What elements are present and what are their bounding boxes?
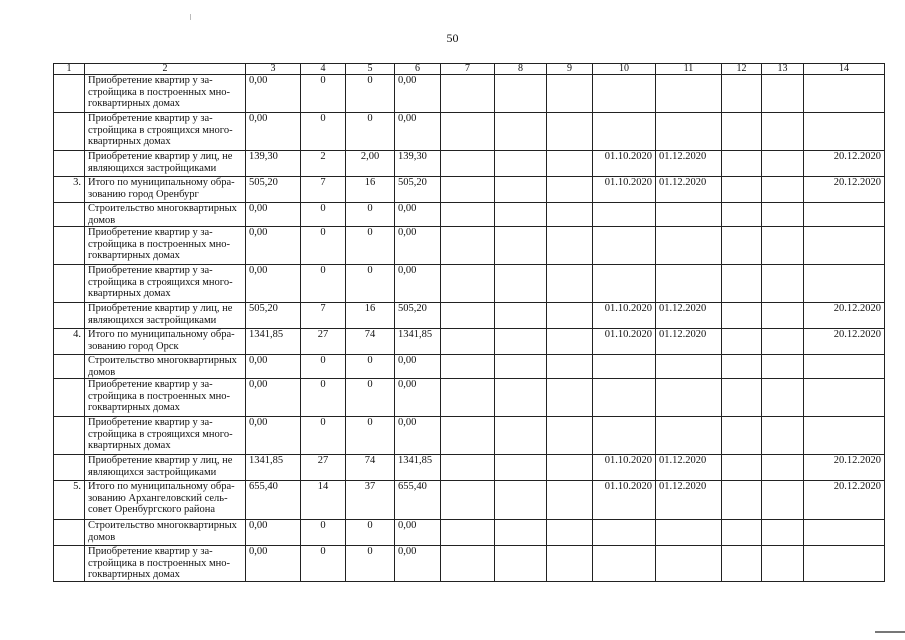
table-cell [593,417,656,455]
table-cell [441,546,495,582]
table-cell [547,329,593,355]
table-cell [593,265,656,303]
table-cell: 0,00 [246,379,301,417]
table-cell: 27 [301,329,346,355]
row-label-cell: Строительство многоквартирных домов [85,203,246,227]
table-cell [495,203,547,227]
table-cell: 655,40 [246,481,301,520]
table-cell: 0 [301,379,346,417]
table-cell [54,546,85,582]
table-cell [762,75,804,113]
table-cell: 37 [346,481,395,520]
table-cell [804,379,885,417]
table-cell [762,520,804,546]
table-cell: 01.10.2020 [593,455,656,481]
table-cell: 20.12.2020 [804,177,885,203]
table-cell [762,355,804,379]
table-cell [722,417,762,455]
table-cell [656,75,722,113]
table-cell [762,455,804,481]
table-cell: 16 [346,303,395,329]
table-cell [722,520,762,546]
table-cell [722,203,762,227]
table-cell: 0,00 [246,546,301,582]
column-header: 10 [593,64,656,75]
table-cell [441,329,495,355]
table-cell [762,227,804,265]
table-cell: 27 [301,455,346,481]
table-cell: 01.10.2020 [593,303,656,329]
table-cell: 505,20 [395,303,441,329]
table-cell: 20.12.2020 [804,455,885,481]
table-cell [495,75,547,113]
table-cell [547,303,593,329]
table-row [54,177,885,203]
row-label-cell: Приобретение квартир у за- стройщика в строящихся много- квартирных домах [85,265,246,303]
table-cell: 0 [346,203,395,227]
table-cell: 0 [301,417,346,455]
table-cell: 0,00 [246,227,301,265]
table-cell: 74 [346,329,395,355]
row-label-cell: Приобретение квартир у за- стройщика в построенных мно- гоквартирных домах [85,227,246,265]
table-cell [54,417,85,455]
table-cell [722,265,762,303]
column-header: 3 [246,64,301,75]
table-cell: 0,00 [246,75,301,113]
table-cell [656,203,722,227]
table-cell: 01.12.2020 [656,329,722,355]
column-header: 12 [722,64,762,75]
row-label-cell: Приобретение квартир у лиц, не являющихся застройщиками [85,303,246,329]
column-header: 11 [656,64,722,75]
table-cell: 0 [346,355,395,379]
table-cell: 0,00 [246,203,301,227]
table-cell: 0 [346,546,395,582]
row-label-cell: Итого по муниципальному обра- зованию город Оренбург [85,177,246,203]
table-row [54,203,885,227]
table-cell: 01.12.2020 [656,151,722,177]
table-cell: 01.10.2020 [593,177,656,203]
table-cell [441,265,495,303]
table-cell: 139,30 [395,151,441,177]
table-cell [593,203,656,227]
table-cell [593,75,656,113]
column-header: 14 [804,64,885,75]
table-cell [593,355,656,379]
row-label-cell: Приобретение квартир у за- стройщика в строящихся много- квартирных домах [85,113,246,151]
table-cell [762,417,804,455]
table-cell: 0 [346,417,395,455]
table-cell [547,379,593,417]
column-header: 13 [762,64,804,75]
table-cell: 01.10.2020 [593,151,656,177]
table-cell [495,177,547,203]
table-cell [804,113,885,151]
table-cell [441,417,495,455]
table-cell [656,265,722,303]
table-cell [441,177,495,203]
table-cell: 0 [301,113,346,151]
table-cell [656,520,722,546]
table-cell: 0 [346,113,395,151]
table-cell: 0 [301,203,346,227]
table-cell [593,546,656,582]
table-cell: 0 [301,75,346,113]
table-cell: 0,00 [246,265,301,303]
table-cell [722,177,762,203]
table-cell [495,151,547,177]
table-row [54,113,885,151]
table-cell [547,177,593,203]
table-cell [804,75,885,113]
table-cell [722,303,762,329]
row-label-cell: Строительство многоквартирных домов [85,355,246,379]
table-cell [722,379,762,417]
table-row [54,455,885,481]
table-cell: 0,00 [395,75,441,113]
table-cell [762,481,804,520]
row-label-cell: Приобретение квартир у за- стройщика в построенных мно- гоквартирных домах [85,379,246,417]
table-cell [441,455,495,481]
column-header: 9 [547,64,593,75]
table-cell [656,417,722,455]
table-cell: 01.12.2020 [656,481,722,520]
table-cell [441,379,495,417]
table-row [54,265,885,303]
table-cell [495,417,547,455]
table-cell: 20.12.2020 [804,151,885,177]
table-cell [54,303,85,329]
column-header: 1 [54,64,85,75]
table-cell: 2,00 [346,151,395,177]
column-header: 4 [301,64,346,75]
table-cell [54,265,85,303]
table-row [54,329,885,355]
table-cell [495,455,547,481]
table-cell: 20.12.2020 [804,481,885,520]
row-label-cell: Приобретение квартир у лиц, не являющихся застройщиками [85,151,246,177]
table-cell [54,113,85,151]
table-cell [441,303,495,329]
table-cell: 0,00 [395,113,441,151]
table-cell: 3. [54,177,85,203]
table-cell [593,227,656,265]
table-cell [762,203,804,227]
table-cell [441,75,495,113]
table-cell: 0 [301,520,346,546]
table-cell [441,520,495,546]
table-cell [656,355,722,379]
table-cell [762,151,804,177]
table-cell [656,227,722,265]
table-cell: 0,00 [395,227,441,265]
table-row [54,227,885,265]
scan-mark [190,14,191,20]
table-cell: 1341,85 [395,455,441,481]
row-label-cell: Строительство многоквартирных домов [85,520,246,546]
table-cell: 139,30 [246,151,301,177]
table-row [54,546,885,582]
table-cell [722,355,762,379]
table-cell: 0,00 [246,417,301,455]
table-cell: 16 [346,177,395,203]
table-cell: 655,40 [395,481,441,520]
table-cell: 0 [346,75,395,113]
table-cell [656,546,722,582]
table-cell [804,265,885,303]
table-cell [722,455,762,481]
table-cell: 0 [346,379,395,417]
table-cell [547,151,593,177]
table-cell [804,546,885,582]
table-row [54,417,885,455]
table-cell [593,113,656,151]
table-cell: 0,00 [395,203,441,227]
table-cell [441,203,495,227]
table-cell [547,481,593,520]
table-cell [441,355,495,379]
table-cell: 01.12.2020 [656,303,722,329]
table-cell: 7 [301,177,346,203]
row-label-cell: Приобретение квартир у за- стройщика в строящихся много- квартирных домах [85,417,246,455]
table-cell [441,227,495,265]
table-cell: 0 [346,520,395,546]
table-cell [722,481,762,520]
table-cell [54,455,85,481]
column-header: 2 [85,64,246,75]
table-cell [54,379,85,417]
table-cell [54,355,85,379]
table-cell: 01.12.2020 [656,177,722,203]
row-label-cell: Итого по муниципальному обра- зованию Архангеловский сель- совет Оренбургского района [85,481,246,520]
table-row [54,303,885,329]
table-cell [762,113,804,151]
table-cell [54,520,85,546]
table-cell [593,379,656,417]
table-cell [722,151,762,177]
table-cell: 505,20 [246,177,301,203]
table-cell [495,113,547,151]
table-row [54,75,885,113]
table-cell [547,265,593,303]
table-cell: 505,20 [395,177,441,203]
table-cell [593,520,656,546]
table-cell [495,379,547,417]
table-cell [804,520,885,546]
table-cell [547,227,593,265]
table-cell: 5. [54,481,85,520]
table-cell [441,113,495,151]
table-cell [54,75,85,113]
header-row [54,64,885,75]
table-cell [495,329,547,355]
table-cell: 7 [301,303,346,329]
table-cell [495,355,547,379]
table-cell [495,303,547,329]
table-cell [722,75,762,113]
table-row [54,379,885,417]
table-cell: 01.10.2020 [593,329,656,355]
data-table [53,63,885,582]
table-cell: 0 [346,227,395,265]
table-cell [54,203,85,227]
table-cell [547,355,593,379]
table-cell [762,303,804,329]
table-cell [762,329,804,355]
table-cell: 2 [301,151,346,177]
table-cell: 1341,85 [395,329,441,355]
table-cell: 0,00 [395,520,441,546]
table-cell: 0,00 [395,546,441,582]
table-cell: 0 [301,546,346,582]
table-cell [722,329,762,355]
column-header: 8 [495,64,547,75]
table-cell: 0,00 [395,379,441,417]
table-cell: 0,00 [395,417,441,455]
table-cell [762,177,804,203]
table-cell: 0,00 [246,355,301,379]
table-cell [54,227,85,265]
table-cell: 0 [301,227,346,265]
row-label-cell: Приобретение квартир у лиц, не являющихся застройщиками [85,455,246,481]
table-cell [762,265,804,303]
page-number: 50 [446,31,459,45]
table-cell [547,455,593,481]
table-cell: 0 [346,265,395,303]
table-cell [441,151,495,177]
row-label-cell: Итого по муниципальному обра- зованию город Орск [85,329,246,355]
table-cell [722,227,762,265]
table-cell: 1341,85 [246,455,301,481]
column-header: 5 [346,64,395,75]
column-header: 6 [395,64,441,75]
table-row [54,481,885,520]
table-cell [762,546,804,582]
table-cell: 0 [301,265,346,303]
table-cell: 1341,85 [246,329,301,355]
table-cell [495,265,547,303]
row-label-cell: Приобретение квартир у за- стройщика в построенных мно- гоквартирных домах [85,75,246,113]
table-cell: 0,00 [395,265,441,303]
table-cell: 20.12.2020 [804,303,885,329]
table-cell [656,379,722,417]
table-cell [722,546,762,582]
table-cell [495,227,547,265]
table-cell [495,481,547,520]
table-cell [804,227,885,265]
column-header: 7 [441,64,495,75]
table-cell: 505,20 [246,303,301,329]
table-cell [495,546,547,582]
table-cell: 01.10.2020 [593,481,656,520]
table-cell [804,203,885,227]
table-cell: 0,00 [395,355,441,379]
scan-edge-mark [875,631,905,633]
table-cell [722,113,762,151]
table-row [54,355,885,379]
table-cell [804,355,885,379]
table-cell [547,113,593,151]
table-cell: 20.12.2020 [804,329,885,355]
table-row [54,151,885,177]
table-row [54,520,885,546]
table-cell [547,417,593,455]
table-cell [495,520,547,546]
table-cell [547,520,593,546]
table-cell: 01.12.2020 [656,455,722,481]
table-cell: 0,00 [246,113,301,151]
table-cell [762,379,804,417]
table-cell: 4. [54,329,85,355]
table-cell: 0 [301,355,346,379]
table-cell [54,151,85,177]
table-cell: 74 [346,455,395,481]
table-cell: 0,00 [246,520,301,546]
table-cell [804,417,885,455]
table-cell [656,113,722,151]
table-cell [547,75,593,113]
table-cell: 14 [301,481,346,520]
table-cell [547,546,593,582]
table-cell [547,203,593,227]
table-cell [441,481,495,520]
row-label-cell: Приобретение квартир у за- стройщика в построенных мно- гоквартирных домах [85,546,246,582]
